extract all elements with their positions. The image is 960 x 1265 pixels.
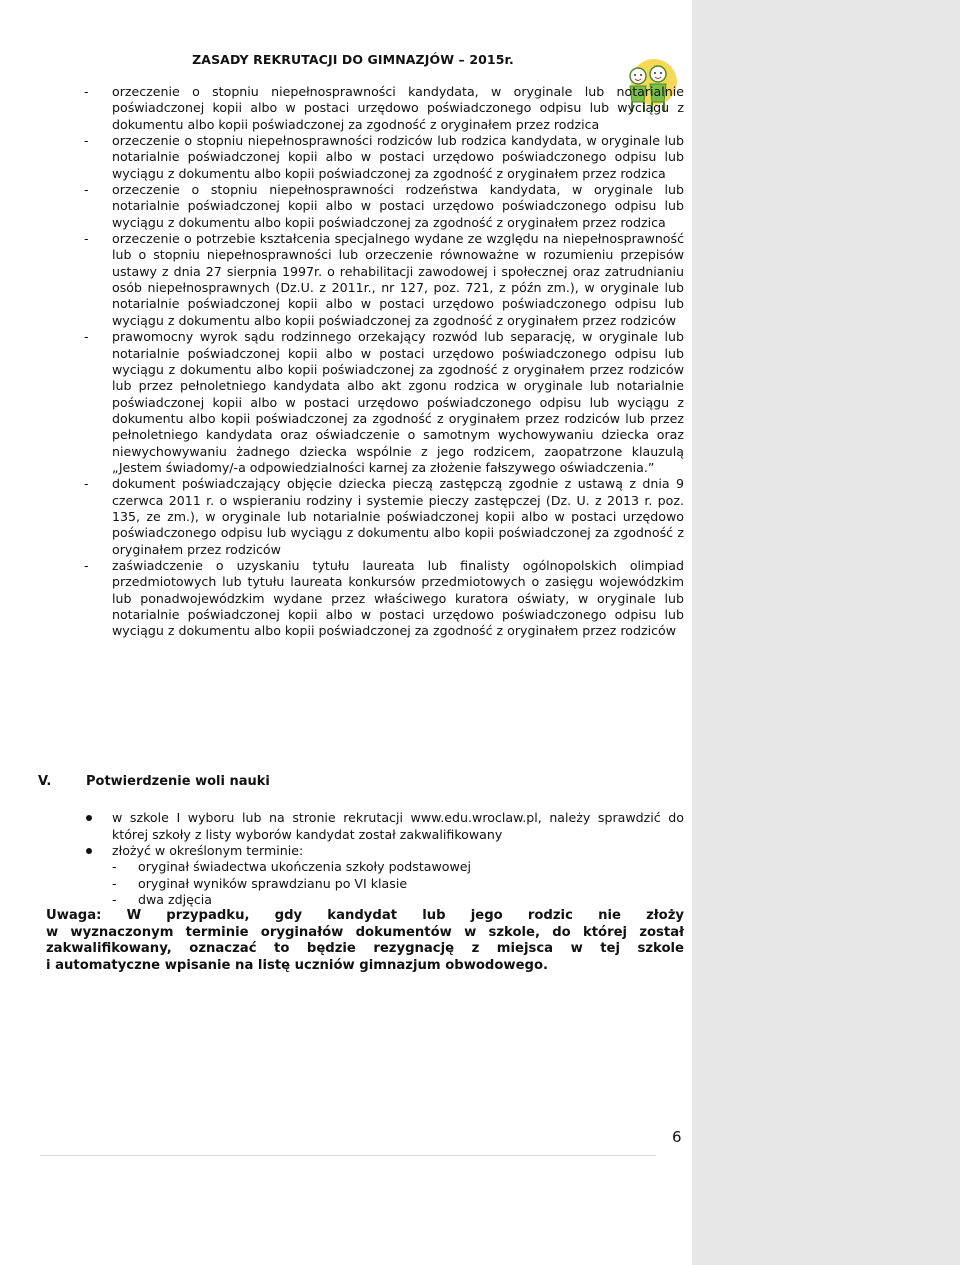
list-item-text: oryginał wyników sprawdzianu po VI klasie [138, 875, 408, 891]
bullet-icon [86, 848, 92, 854]
section-title: Potwierdzenie woli nauki [86, 774, 270, 789]
list-item [84, 329, 684, 476]
list-item-text: orzeczenie o stopniu niepełnosprawności rodziców lub rodzica kandydata, w oryginale lub notarialnie poświadczonej kopii albo w postaci urzędowo poświadczonego odpisu lub wyciągu z dokumentu albo kopii poświadczonej za zgodność z oryginałem przez rodzica [112, 133, 684, 181]
list-item-text: oryginał świadectwa ukończenia szkoły podstawowej [138, 859, 472, 875]
section-heading [38, 774, 684, 790]
list-item [84, 182, 684, 231]
warning-line: zakwalifikowany, oznaczać to będzie rezygnację z miejsca w tej szkole [46, 941, 684, 957]
warning-line: i automatyczne wpisanie na listę uczniów gimnazjum obwodowego. [46, 957, 549, 973]
comment-margin-pane [692, 0, 960, 1265]
dash-marker: - [84, 133, 89, 149]
list-item-text: orzeczenie o stopniu niepełnosprawności rodzeństwa kandydata, w oryginale lub notarialnie poświadczonej kopii albo w postaci urzędowo poświadczonego odpisu lub wyciągu z dokumentu albo kopii poświadczonej za zgodność z oryginałem przez rodzica [112, 182, 684, 230]
required-documents-list [84, 84, 684, 640]
list-item [84, 476, 684, 558]
list-item [112, 892, 684, 908]
list-item-text: w szkole I wyboru lub na stronie rekrutacji www.edu.wroclaw.pl, należy sprawdzić do której szkoły z listy wyborów kandydat został zakwalifikowany [112, 810, 684, 842]
list-item [112, 876, 684, 892]
list-item [38, 810, 684, 843]
documents-list-block [84, 84, 684, 640]
list-item-text: prawomocny wyrok sądu rodzinnego orzekający rozwód lub separację, w oryginale lub notarialnie poświadczonej kopii albo w postaci urzędowo poświadczonego odpisu lub wyciągu z dokumentu albo kopii poświadczonej za zgodność z oryginałem przez rodziców lub przez pełnoletniego kandydata albo akt zgonu rodzica w oryginale lub notarialnie poświadczonej kopii albo w postaci urzędowo poświadczonego odpisu lub wyciągu z dokumentu albo kopii poświadczonej za zgodność z oryginałem przez rodziców lub przez pełnoletniego kandydata oraz oświadczenie o samotnym wychowywaniu dziecka oraz niewychowywaniu żadnego dziecka wspólnie z jego rodzicem, zaopatrzone klauzulą „Jestem świadomy/-a odpowiedzialności karnej za złożenie fałszywego oświadczenia.” [112, 329, 684, 475]
list-item [38, 843, 684, 908]
dash-marker: - [84, 476, 89, 492]
warning-line: w wyznaczonym terminie oryginałów dokumentów w szkole, do której został [46, 924, 684, 940]
list-item-text: zaświadczenie o uzyskaniu tytułu laureata lub finalisty ogólnopolskich olimpiad przedmiotowych lub tytułu laureata konkursów przedmiotowych o zasięgu wojewódzkim lub ponadwojewódzkim wydane przez właściwego kuratora oświaty, w oryginale lub notarialnie poświadczonej kopii albo w postaci urzędowo poświadczonego odpisu lub wyciągu z dokumentu albo kopii poświadczonej za zgodność z oryginałem przez rodziców [112, 557, 684, 639]
dash-marker: - [84, 329, 89, 345]
list-item-text: dokument poświadczający objęcie dziecka pieczą zastępczą zgodnie z ustawą z dnia 9 czerwca 2011 r. o wspieraniu rodziny i systemie pieczy zastępczej (Dz. U. z 2013 r. poz. 135, ze zm.), w oryginale lub notarialnie poświadczonej kopii albo w postaci urzędowo poświadczonego odpisu lub wyciągu z dokumentu albo kopii poświadczonej za zgodność z oryginałem przez rodziców [112, 476, 684, 557]
list-item [84, 133, 684, 182]
list-item-text: orzeczenie o stopniu niepełnosprawności kandydata, w oryginale lub notarialnie poświadczonej kopii albo w postaci urzędowo poświadczonego odpisu lub wyciągu z dokumentu albo kopii poświadczonej za zgodność z oryginałem przez rodzica [112, 84, 684, 132]
page-header-title: ZASADY REKRUTACJI DO GIMNAZJÓW – 2015r. [192, 52, 514, 67]
page-number: 6 [672, 1128, 682, 1146]
dash-marker: - [112, 892, 117, 908]
dash-marker: - [112, 859, 117, 875]
list-item [84, 84, 684, 133]
list-item-text: dwa zdjęcia [138, 892, 213, 908]
warning-line: Uwaga: W przypadku, gdy kandydat lub jego rodzic nie złoży [46, 908, 684, 924]
section-number: V. [38, 774, 52, 789]
list-item [84, 558, 684, 640]
list-item [112, 859, 684, 875]
dash-marker: - [84, 84, 89, 99]
dash-marker: - [84, 557, 89, 573]
confirmation-steps-list [38, 810, 684, 908]
list-item-text: złożyć w określonym terminie: [112, 843, 304, 859]
section-v [38, 774, 684, 974]
list-item [84, 231, 684, 329]
list-item-text: orzeczenie o potrzebie kształcenia specjalnego wydane ze względu na niepełnosprawność lub o stopniu niepełnosprawności lub orzeczenie równoważne w rozumieniu przepisów ustawy z dnia 27 sierpnia 1997r. o rehabilitacji zawodowej i społecznej oraz zatrudnianiu osób niepełnosprawnych (Dz.U. z 2011r., nr 127, poz. 721, z późn zm.), w oryginale lub notarialnie poświadczonej kopii albo w postaci urzędowo poświadczonego odpisu lub wyciągu z dokumentu albo kopii poświadczonej za zgodność z oryginałem przez rodziców [112, 231, 684, 328]
dash-marker: - [112, 875, 117, 891]
footer-divider [40, 1155, 656, 1156]
dash-marker: - [84, 182, 89, 198]
required-originals-list [112, 859, 684, 908]
dash-marker: - [84, 231, 89, 247]
warning-note [38, 908, 684, 974]
bullet-icon [86, 815, 92, 821]
